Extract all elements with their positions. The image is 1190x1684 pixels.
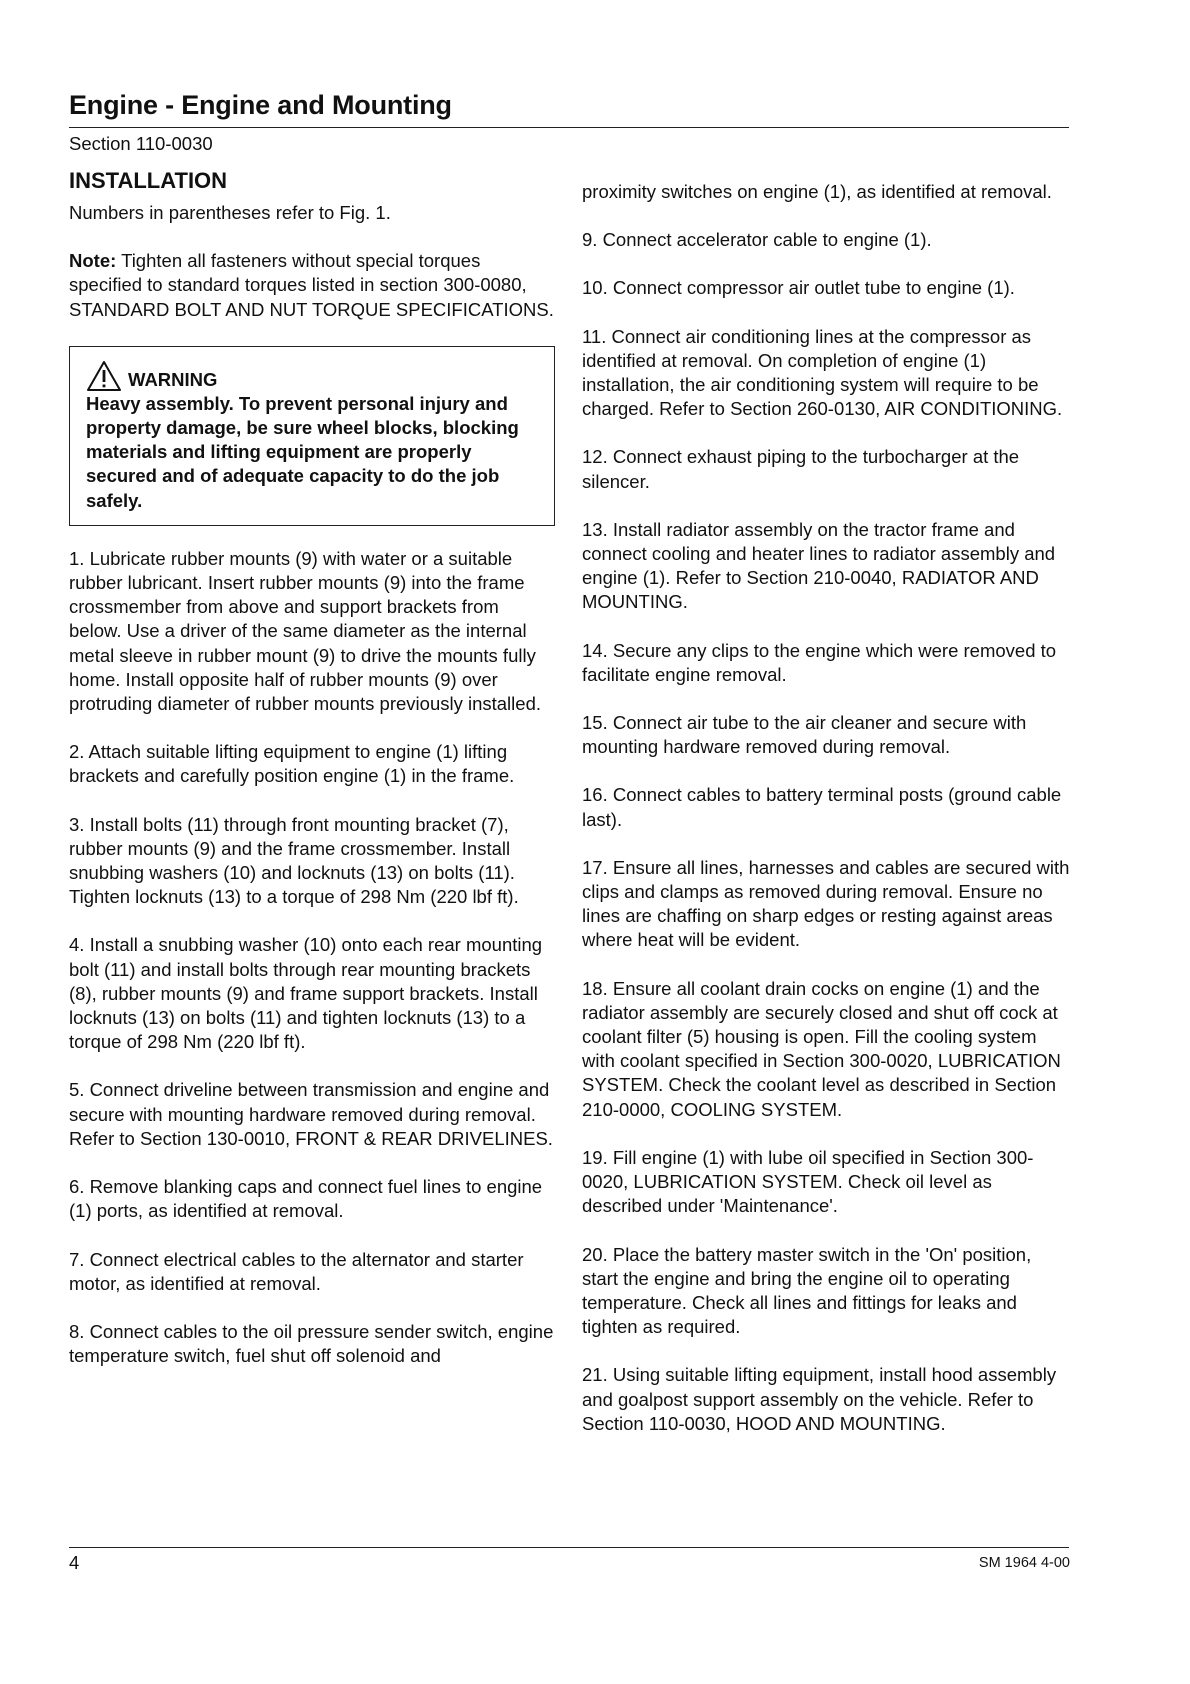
page-number: 4: [69, 1552, 80, 1573]
page-title: Engine - Engine and Mounting: [69, 90, 452, 120]
warning-title: WARNING: [128, 368, 218, 390]
step-21: 21. Using suitable lifting equipment, install hood assembly and goalpost support assembly on the vehicle. Refer to Section 110-0030, HOOD AND MOUNTING.: [582, 1364, 1057, 1434]
step-14: 14. Secure any clips to the engine which were removed to facilitate engine removal.: [582, 639, 1057, 685]
step-1: 1. Lubricate rubber mounts (9) with water or a suitable rubber lubricant. Insert rubber mounts (9) into the frame crossmember from above and support brackets from below. Use a driver of the same diameter as the internal metal sleeve in rubber mount (9) to drive the mounts fully home. Install opposite half of rubber mounts (9) over protruding diameter of rubber mounts previously installed.: [69, 547, 541, 715]
step-7: 7. Connect electrical cables to the alternator and starter motor, as identified at removal.: [69, 1248, 524, 1294]
step-12: 12. Connect exhaust piping to the turbocharger at the silencer.: [582, 446, 1020, 492]
right-column: [582, 180, 1072, 1460]
header-rule: [69, 127, 1069, 128]
step-18: 18. Ensure all coolant drain cocks on engine (1) and the radiator assembly are securely closed and shut off cock at coolant filter (5) housing is open. Fill the cooling system with coolant specified in Section 300-0020, LUBRICATION SYSTEM. Check the coolant level as described in Section 210-0000, COOLING SYSTEM.: [582, 977, 1061, 1120]
step-9: 9. Connect accelerator cable to engine (1).: [582, 229, 932, 251]
step-2: 2. Attach suitable lifting equipment to engine (1) lifting brackets and carefully position engine (1) in the frame.: [69, 741, 515, 787]
step-16: 16. Connect cables to battery terminal posts (ground cable last).: [582, 784, 1062, 830]
step-17: 17. Ensure all lines, harnesses and cables are secured with clips and clamps as removed during removal. Ensure no lines are chaffing on sharp edges or resting against areas where heat will be evident.: [582, 856, 1070, 951]
footer-rule: [69, 1547, 1069, 1548]
step-11: 11. Connect air conditioning lines at the compressor as identified at removal. On completion of engine (1) installation, the air conditioning system will require to be charged. Refer to Section 260-0130, AIR CONDITIONING.: [582, 325, 1063, 420]
note-label: Note:: [69, 250, 117, 272]
left-column: [69, 168, 555, 1392]
step-15: 15. Connect air tube to the air cleaner and secure with mounting hardware removed during removal.: [582, 712, 1027, 758]
intro-text: Numbers in parentheses refer to Fig. 1.: [69, 202, 391, 223]
warning-box: [69, 346, 555, 526]
step-20: 20. Place the battery master switch in the 'On' position, start the engine and bring the engine oil to operating temperature. Check all lines and fittings for leaks and tighten as required.: [582, 1243, 1032, 1338]
step-4: 4. Install a snubbing washer (10) onto each rear mounting bolt (11) and install bolts through rear mounting brackets (8), rubber mounts (9) and frame support brackets. Install locknuts (13) on bolts (11) and tighten locknuts (13) to a torque of 298 Nm (220 lbf ft).: [69, 934, 543, 1053]
step-10: 10. Connect compressor air outlet tube to engine (1).: [582, 277, 1015, 299]
document-code: SM 1964 4-00: [978, 1555, 1070, 1571]
step-13: 13. Install radiator assembly on the tractor frame and connect cooling and heater lines to radiator assembly and engine (1). Refer to Section 210-0040, RADIATOR AND MOUNTING.: [582, 518, 1056, 613]
step-5: 5. Connect driveline between transmission and engine and secure with mounting hardware removed during removal. Refer to Section 130-0010, FRONT & REAR DRIVELINES.: [69, 1079, 553, 1149]
step-6: 6. Remove blanking caps and connect fuel lines to engine (1) ports, as identified at removal.: [69, 1176, 543, 1222]
step-8: 8. Connect cables to the oil pressure sender switch, engine temperature switch, fuel shut off solenoid and: [69, 1320, 554, 1367]
installation-heading: INSTALLATION: [69, 168, 228, 193]
section-number: Section 110-0030: [69, 133, 213, 154]
warning-text: Heavy assembly. To prevent personal injury and property damage, be sure wheel blocks, blocking materials and lifting equipment are properly secured and of adequate capacity to do the job safely.: [86, 392, 519, 511]
warning-header: [86, 360, 538, 392]
note-paragraph: [69, 249, 555, 322]
note-text: Tighten all fasteners without special torques specified to standard torques listed in section 300-0080, STANDARD BOLT AND NUT TORQUE SPECIFICATIONS.: [69, 250, 554, 320]
step-8-continuation: proximity switches on engine (1), as identified at removal.: [582, 181, 1052, 202]
step-19: 19. Fill engine (1) with lube oil specified in Section 300-0020, LUBRICATION SYSTEM. Check oil level as described under 'Maintenance'.: [582, 1146, 1034, 1217]
warning-triangle-icon: [86, 360, 122, 392]
step-3: 3. Install bolts (11) through front mounting bracket (7), rubber mounts (9) and the frame crossmember. Install snubbing washers (10) and locknuts (13) on bolts (11). Tighten locknuts (13) to a torque of 298 Nm (220 lbf ft).: [69, 813, 519, 908]
